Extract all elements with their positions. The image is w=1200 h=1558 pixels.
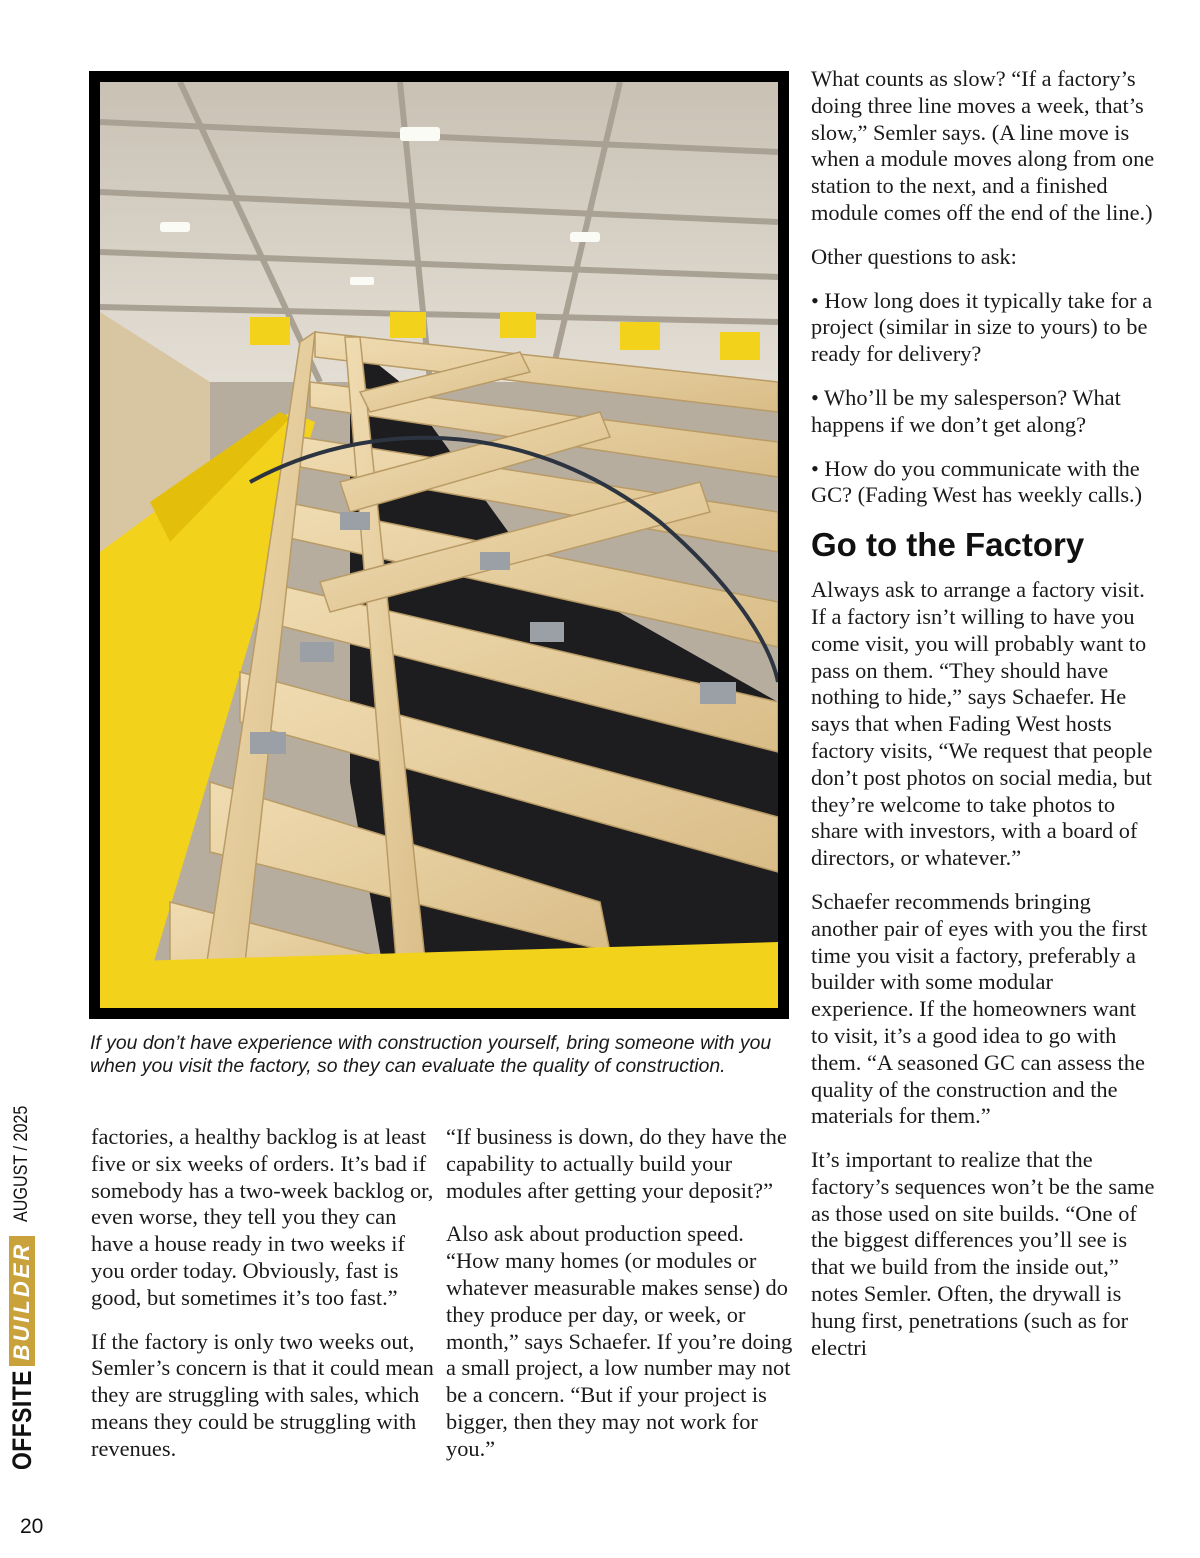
brand-offsite: OFFSITE bbox=[6, 1370, 37, 1470]
factory-photo bbox=[89, 71, 789, 1019]
middle-column bbox=[446, 1124, 796, 1480]
magazine-spine bbox=[2, 1105, 42, 1480]
middle-paragraph-1: “If business is down, do they have the capability to actually build your modules after getting your deposit?” bbox=[446, 1124, 787, 1203]
photo-caption: If you don’t have experience with construction yourself, bring someone with you when you visit the factory, so they can evaluate the quality of construction. bbox=[90, 1032, 772, 1078]
brand-builder: BUILDER bbox=[9, 1236, 35, 1367]
roof-trusses-illustration bbox=[100, 82, 778, 1008]
question-bullet-2: • Who’ll be my salesperson? What happens if we don’t get along? bbox=[811, 384, 1121, 437]
right-column bbox=[811, 66, 1156, 1378]
section-heading: Go to the Factory bbox=[811, 526, 1085, 564]
left-column bbox=[91, 1124, 436, 1480]
question-bullet-3: • How do you communicate with the GC? (Fading West has weekly calls.) bbox=[811, 455, 1143, 508]
left-paragraph-1: factories, a healthy backlog is at least five or six weeks of orders. It’s bad if somebody has a two-week backlog or, even worse, they tell you they can have a house ready in two weeks if you order today. Obviously, fast is good, but sometimes it’s too fast.” bbox=[91, 1124, 434, 1310]
page-number: 20 bbox=[20, 1515, 44, 1538]
right-paragraph-1: What counts as slow? “If a factory’s doing three line moves a week, that’s slow,” Semler says. (A line move is when a module moves along from one station to the next, and a finished module comes off the end of the line.) bbox=[811, 66, 1155, 225]
right-paragraph-4: Schaefer recommends bringing another pair of eyes with you the first time you visit a factory, preferably a builder with some modular experience. If the homeowners want to visit, it’s a good idea to go with them. “A seasoned GC can assess the quality of the construction and the materials for them.” bbox=[811, 888, 1148, 1129]
right-paragraph-2: Other questions to ask: bbox=[811, 243, 1017, 269]
right-paragraph-5: It’s important to realize that the factory’s sequences won’t be the same as those used on site builds. “One of the biggest differences you’ll see is that we build from the inside out,” notes Semler. Often, the drywall is hung first, penetrations (such as for electri bbox=[811, 1147, 1155, 1360]
middle-paragraph-2: Also ask about production speed. “How many homes (or modules or whatever measurable makes sense) do they produce per day, or week, or month,” says Schaefer. If you’re doing a small project, a low number may not be a concern. “But if your project is bigger, then they may not work for you.” bbox=[446, 1221, 793, 1461]
question-bullet-1: • How long does it typically take for a project (similar in size to yours) to be ready for delivery? bbox=[811, 287, 1153, 367]
issue-date: AUGUST / 2025 bbox=[11, 1105, 32, 1222]
right-paragraph-3: Always ask to arrange a factory visit. If a factory isn’t willing to have you come visit, you will probably want to pass on them. “They should have nothing to hide,” says Schaefer. He says that when Fading West hosts factory visits, “We request that people don’t post photos on social media, but they’re welcome to take photos to share with investors, with a board of directors, or whatever.” bbox=[811, 577, 1153, 871]
left-paragraph-2: If the factory is only two weeks out, Semler’s concern is that it could mean they are struggling with sales, which means they could be struggling with revenues. bbox=[91, 1328, 434, 1461]
